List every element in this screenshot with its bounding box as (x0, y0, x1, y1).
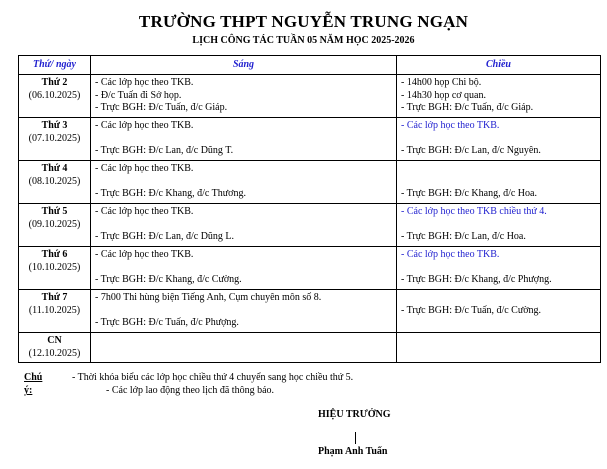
morning-entry: - Các lớp học theo TKB. (95, 77, 194, 88)
header-row (19, 56, 601, 75)
morning-entry (95, 176, 392, 189)
afternoon-cell (397, 290, 601, 333)
afternoon-entry: - Trực BGH: Đ/c Khang, đ/c Hoa. (401, 188, 537, 199)
day-date: (06.10.2025) (28, 89, 81, 101)
afternoon-entry (401, 262, 596, 275)
morning-entry (95, 305, 392, 318)
morning-cell (91, 75, 397, 118)
morning-entry (95, 219, 392, 232)
school-name: TRƯỜNG THPT NGUYỄN TRUNG NGẠN (138, 12, 469, 31)
morning-entry: - Các lớp học theo TKB. (95, 249, 194, 260)
afternoon-entry: - Các lớp học theo TKB chiều thứ 4. (401, 206, 547, 217)
morning-cell (91, 161, 397, 204)
afternoon-entry: - Trực BGH: Đ/c Khang, đ/c Phượng. (401, 274, 552, 285)
header-day: Thứ/ ngày (19, 56, 91, 75)
morning-entry: - Các lớp học theo TKB. (95, 206, 194, 217)
afternoon-entry: - Trực BGH: Đ/c Lan, đ/c Nguyên. (401, 145, 541, 156)
afternoon-cell (397, 118, 601, 161)
afternoon-cell (397, 75, 601, 118)
day-name: Thứ 3 (41, 120, 68, 131)
day-name: CN (47, 335, 62, 346)
morning-entry: - Trực BGH: Đ/c Khang, đ/c Thương. (95, 188, 246, 199)
afternoon-entry: - Các lớp học theo TKB. (401, 120, 500, 131)
afternoon-cell (397, 161, 601, 204)
day-name: Thứ 2 (41, 77, 68, 88)
afternoon-entry: - Trực BGH: Đ/c Tuấn, đ/c Giáp. (401, 102, 534, 113)
afternoon-cell (397, 333, 601, 363)
morning-entry: - Đ/c Tuấn đi Sở họp. (95, 89, 182, 101)
morning-entry (95, 262, 392, 275)
morning-entry: - 7h00 Thi hùng biện Tiếng Anh, Cụm chuyên môn số 8. (95, 292, 322, 303)
morning-entry: - Trực BGH: Đ/c Lan, đ/c Dũng L. (95, 231, 235, 242)
day-name: Thứ 4 (41, 163, 68, 174)
table-row (19, 333, 601, 363)
morning-cell (91, 118, 397, 161)
afternoon-entry: - 14h00 họp Chi bộ. (401, 77, 482, 88)
day-date: (11.10.2025) (28, 304, 81, 316)
schedule-body (19, 75, 601, 363)
morning-entry: - Trực BGH: Đ/c Tuấn, đ/c Phượng. (95, 317, 239, 328)
table-row (19, 161, 601, 204)
day-date: (10.10.2025) (28, 261, 81, 273)
table-row (19, 290, 601, 333)
morning-entry: - Các lớp học theo TKB. (95, 120, 194, 131)
morning-cell (91, 290, 397, 333)
day-date: (12.10.2025) (28, 347, 81, 359)
afternoon-entry (401, 163, 596, 176)
note-line-1: - Thời khóa biểu các lớp học chiều thứ 4 chuyển sang học chiều thứ 5. (72, 372, 354, 383)
morning-entry: - Trực BGH: Đ/c Khang, đ/c Cường. (95, 274, 242, 285)
afternoon-entry: - Các lớp học theo TKB. (401, 249, 500, 260)
day-cell (19, 118, 91, 161)
afternoon-entry (401, 292, 596, 305)
signer-name: Phạm Anh Tuấn (318, 446, 388, 457)
morning-entry: - Trực BGH: Đ/c Tuấn, đ/c Giáp. (95, 102, 228, 113)
afternoon-entry (401, 219, 596, 232)
morning-entry: - Trực BGH: Đ/c Lan, đ/c Dũng T. (95, 145, 234, 156)
afternoon-cell (397, 247, 601, 290)
morning-entry (95, 133, 392, 146)
afternoon-entry (401, 176, 596, 189)
day-cell (19, 75, 91, 118)
day-name: Thứ 5 (41, 206, 68, 217)
signature-mark (355, 432, 356, 444)
afternoon-entry (401, 133, 596, 146)
header-afternoon: Chiều (397, 56, 601, 75)
table-row (19, 247, 601, 290)
day-cell (19, 161, 91, 204)
afternoon-entry: - 14h30 họp cơ quan. (401, 89, 486, 101)
day-cell (19, 333, 91, 363)
morning-cell (91, 333, 397, 363)
table-row (19, 75, 601, 118)
day-name: Thứ 7 (41, 292, 68, 303)
morning-cell (91, 247, 397, 290)
principal-title: HIỆU TRƯỞNG (318, 409, 391, 420)
morning-cell (91, 204, 397, 247)
afternoon-entry: - Trực BGH: Đ/c Lan, đ/c Hoa. (401, 231, 526, 242)
schedule-table (18, 55, 601, 363)
note-label: Chú ý: (24, 372, 43, 396)
day-date: (07.10.2025) (28, 132, 81, 144)
day-cell (19, 290, 91, 333)
day-cell (19, 247, 91, 290)
day-cell (19, 204, 91, 247)
schedule-title: LỊCH CÔNG TÁC TUẦN 05 NĂM HỌC 2025-2026 (192, 35, 415, 46)
afternoon-entry: - Trực BGH: Đ/c Tuấn, đ/c Cường. (401, 304, 542, 316)
day-date: (09.10.2025) (28, 218, 81, 230)
table-row (19, 204, 601, 247)
morning-entry: - Các lớp học theo TKB. (95, 163, 194, 174)
note-line-2: - Các lớp lao động theo lịch đã thông báo. (106, 385, 275, 396)
day-name: Thứ 6 (41, 249, 68, 260)
header-morning: Sáng (91, 56, 397, 75)
day-date: (08.10.2025) (28, 175, 81, 187)
afternoon-cell (397, 204, 601, 247)
table-row (19, 118, 601, 161)
